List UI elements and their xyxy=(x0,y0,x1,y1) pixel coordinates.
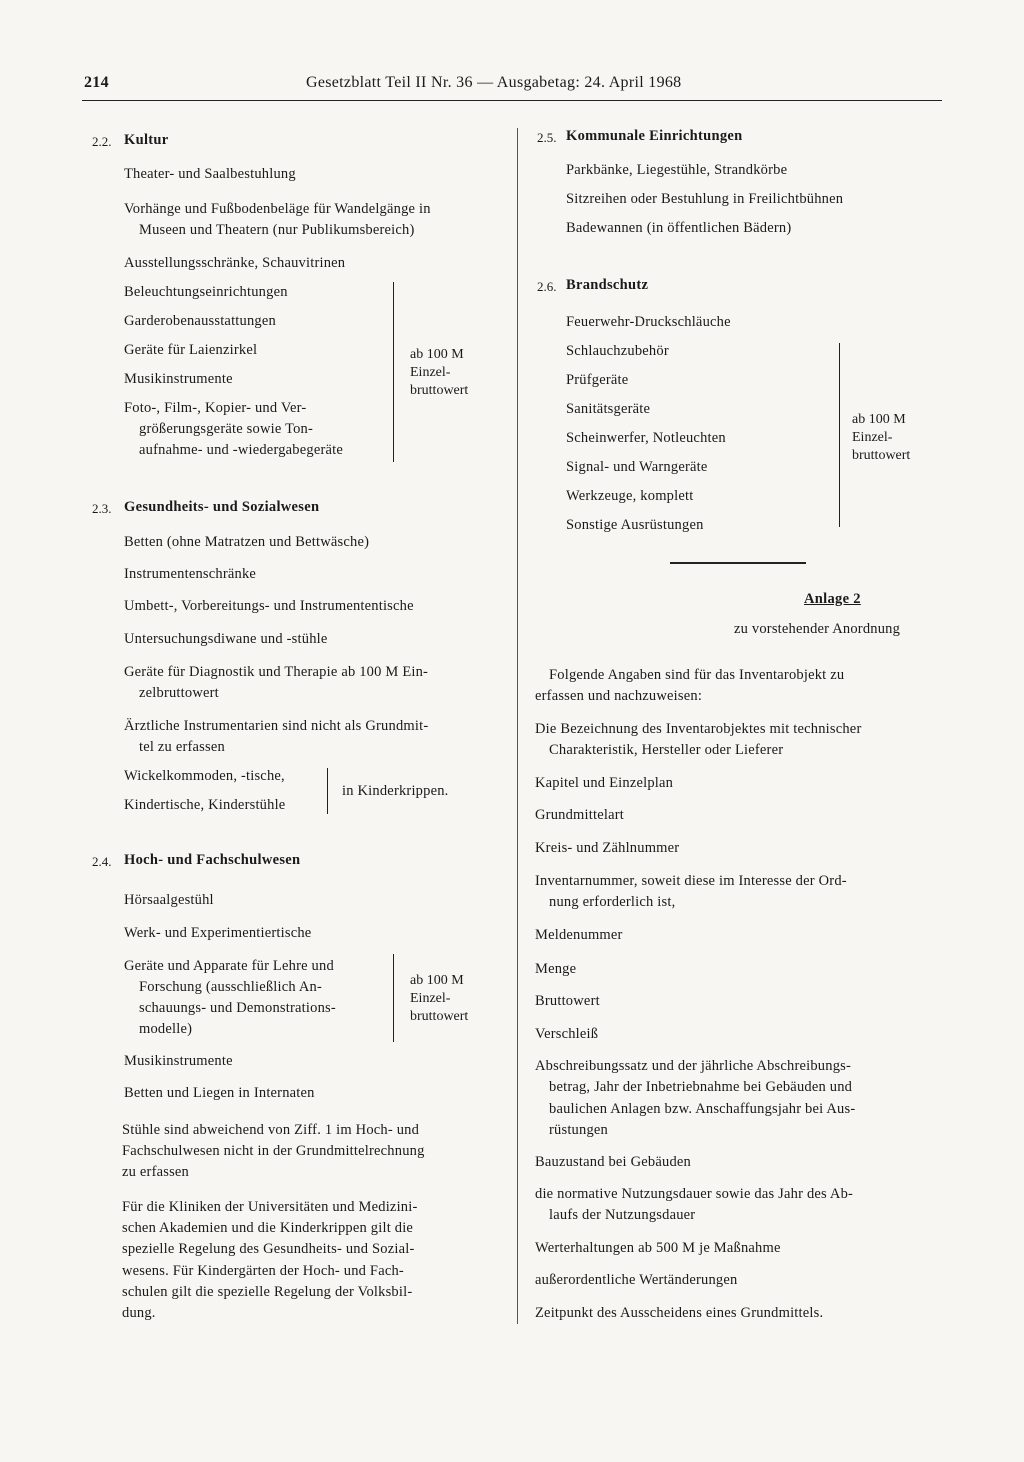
paragraph: schen Akademien und die Kinderkrippen gilt die xyxy=(122,1220,414,1236)
paragraph: dung. xyxy=(122,1305,156,1321)
page-number: 214 xyxy=(84,74,109,91)
list-item: Sitzreihen oder Bestuhlung in Freilichtbühnen xyxy=(566,191,844,207)
list-item: Umbett-, Vorbereitungs- und Instrumententische xyxy=(124,598,414,614)
anlage-subtitle: zu vorstehender Anordnung xyxy=(734,621,901,637)
section-number: 2.2. xyxy=(92,134,112,149)
list-item: Geräte für Laienzirkel xyxy=(124,342,258,358)
list-item: nung erforderlich ist, xyxy=(549,894,676,910)
brace-note: ab 100 M xyxy=(852,412,906,427)
header-title: Gesetzblatt Teil II Nr. 36 — Ausgabetag: 24. April 1968 xyxy=(306,74,682,91)
list-item: Betten (ohne Matratzen und Bettwäsche) xyxy=(124,534,370,550)
paragraph: Für die Kliniken der Universitäten und Medizini- xyxy=(122,1199,418,1215)
brace-note: Einzel- xyxy=(410,365,451,380)
list-item: Werk- und Experimentiertische xyxy=(124,925,312,941)
list-item: Untersuchungsdiwane und -stühle xyxy=(124,631,328,647)
list-item: Inventarnummer, soweit diese im Interesse der Ord- xyxy=(535,873,847,889)
list-item: aufnahme- und -wiedergabegeräte xyxy=(139,442,343,458)
list-item: Signal- und Warngeräte xyxy=(566,459,708,475)
list-item: Scheinwerfer, Notleuchten xyxy=(566,430,726,446)
list-item: Menge xyxy=(535,961,577,977)
paragraph: erfassen und nachzuweisen: xyxy=(535,688,703,704)
section-number: 2.4. xyxy=(92,854,112,869)
list-item: Ärztliche Instrumentarien sind nicht als Grundmit- xyxy=(124,718,429,734)
list-item: Forschung (ausschließlich An- xyxy=(139,979,322,995)
brace xyxy=(393,282,394,462)
list-item: laufs der Nutzungsdauer xyxy=(549,1207,696,1223)
list-item: baulichen Anlagen bzw. Anschaffungsjahr bei Aus- xyxy=(549,1101,856,1117)
list-item: betrag, Jahr der Inbetriebnahme bei Gebäuden und xyxy=(549,1079,853,1095)
brace-note: bruttowert xyxy=(410,383,469,398)
list-item: Garderobenausstattungen xyxy=(124,313,276,329)
paragraph: schulen gilt die spezielle Regelung der Volksbil- xyxy=(122,1284,413,1300)
header-rule xyxy=(82,100,942,101)
list-item: Hörsaalgestühl xyxy=(124,892,214,908)
brace-note: bruttowert xyxy=(410,1009,469,1024)
paragraph: Fachschulwesen nicht in der Grundmittelrechnung xyxy=(122,1143,425,1159)
list-item: Kapitel und Einzelplan xyxy=(535,775,674,791)
list-item: Feuerwehr-Druckschläuche xyxy=(566,314,731,330)
list-item: Wickelkommoden, -tische, xyxy=(124,768,285,784)
list-item: Museen und Theatern (nur Publikumsbereich) xyxy=(139,222,415,238)
list-item: die normative Nutzungsdauer sowie das Jahr des Ab- xyxy=(535,1186,854,1202)
section-title: Brandschutz xyxy=(566,277,649,293)
list-item: Sonstige Ausrüstungen xyxy=(566,517,704,533)
list-item: zelbruttowert xyxy=(139,685,219,701)
list-item: Kindertische, Kinderstühle xyxy=(124,797,286,813)
section-number: 2.6. xyxy=(537,279,557,294)
list-item: Grundmittelart xyxy=(535,807,624,823)
list-item: tel zu erfassen xyxy=(139,739,225,755)
list-item: Musikinstrumente xyxy=(124,371,233,387)
section-title: Kultur xyxy=(124,132,169,148)
list-item: Meldenummer xyxy=(535,927,623,943)
paragraph: spezielle Regelung des Gesundheits- und Sozial- xyxy=(122,1241,415,1257)
brace xyxy=(393,954,394,1042)
list-item: Kreis- und Zählnummer xyxy=(535,840,680,856)
list-item: Instrumentenschränke xyxy=(124,566,257,582)
list-item: Foto-, Film-, Kopier- und Ver- xyxy=(124,400,307,416)
list-item: größerungsgeräte sowie Ton- xyxy=(139,421,314,437)
list-item: Bauzustand bei Gebäuden xyxy=(535,1154,691,1170)
list-item: Schlauchzubehör xyxy=(566,343,669,359)
list-item: Die Bezeichnung des Inventarobjektes mit technischer xyxy=(535,721,862,737)
list-item: rüstungen xyxy=(549,1122,608,1138)
list-item: Geräte und Apparate für Lehre und xyxy=(124,958,334,974)
list-item: Theater- und Saalbestuhlung xyxy=(124,166,296,182)
list-item: außerordentliche Wertänderungen xyxy=(535,1272,738,1288)
brace-note: ab 100 M xyxy=(410,973,464,988)
section-number: 2.5. xyxy=(537,130,557,145)
list-item: Musikinstrumente xyxy=(124,1053,233,1069)
section-separator xyxy=(670,562,806,564)
list-item: Vorhänge und Fußbodenbeläge für Wandelgänge in xyxy=(124,201,431,217)
list-item: Verschleiß xyxy=(535,1026,599,1042)
list-item: Charakteristik, Hersteller oder Lieferer xyxy=(549,742,784,758)
list-item: Parkbänke, Liegestühle, Strandkörbe xyxy=(566,162,788,178)
brace-note: in Kinderkrippen. xyxy=(342,783,449,799)
list-item: Betten und Liegen in Internaten xyxy=(124,1085,315,1101)
brace xyxy=(839,343,840,527)
list-item: Sanitätsgeräte xyxy=(566,401,651,417)
paragraph: zu erfassen xyxy=(122,1164,190,1180)
column-divider xyxy=(517,128,518,1324)
paragraph: Folgende Angaben sind für das Inventarobjekt zu xyxy=(549,667,845,683)
section-title: Gesundheits- und Sozialwesen xyxy=(124,499,320,515)
paragraph: Stühle sind abweichend von Ziff. 1 im Hoch- und xyxy=(122,1122,420,1138)
list-item: Beleuchtungseinrichtungen xyxy=(124,284,288,300)
brace-note: ab 100 M xyxy=(410,347,464,362)
list-item: Werterhaltungen ab 500 M je Maßnahme xyxy=(535,1240,781,1256)
brace-note: Einzel- xyxy=(410,991,451,1006)
brace-note: bruttowert xyxy=(852,448,911,463)
list-item: Ausstellungsschränke, Schauvitrinen xyxy=(124,255,346,271)
brace-note: Einzel- xyxy=(852,430,893,445)
list-item: schauungs- und Demonstrations- xyxy=(139,1000,336,1016)
list-item: Prüfgeräte xyxy=(566,372,629,388)
list-item: modelle) xyxy=(139,1021,193,1037)
list-item: Zeitpunkt des Ausscheidens eines Grundmittels. xyxy=(535,1305,824,1321)
anlage-title: Anlage 2 xyxy=(804,591,861,607)
list-item: Werkzeuge, komplett xyxy=(566,488,694,504)
section-number: 2.3. xyxy=(92,501,112,516)
section-title: Kommunale Einrichtungen xyxy=(566,128,743,144)
section-title: Hoch- und Fachschulwesen xyxy=(124,852,301,868)
list-item: Bruttowert xyxy=(535,993,600,1009)
list-item: Geräte für Diagnostik und Therapie ab 100 M Ein- xyxy=(124,664,429,680)
paragraph: wesens. Für Kindergärten der Hoch- und Fach- xyxy=(122,1263,404,1279)
list-item: Abschreibungssatz und der jährliche Abschreibungs- xyxy=(535,1058,852,1074)
list-item: Badewannen (in öffentlichen Bädern) xyxy=(566,220,792,236)
brace xyxy=(327,768,328,814)
